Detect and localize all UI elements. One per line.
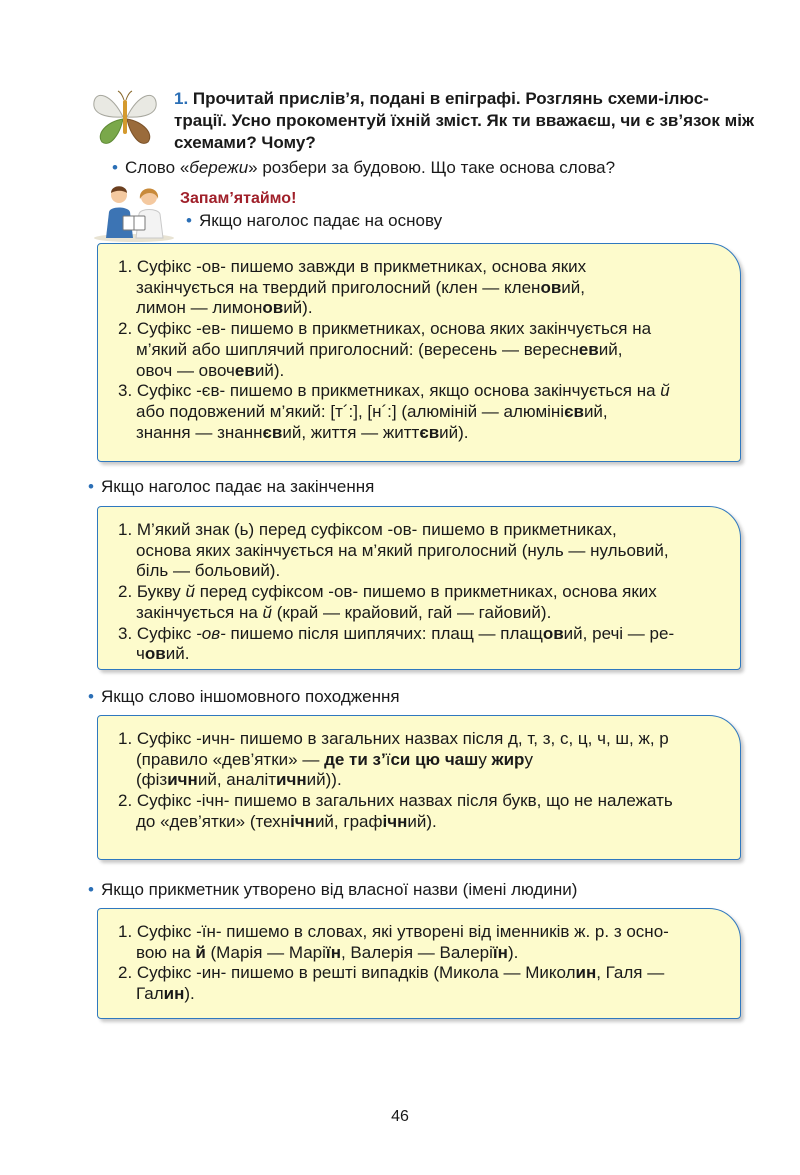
rule-item: 2. Букву й перед суфіксом -ов- пишемо в прикметниках, основа яких закінчується на й (край — крайовий, гай — гайовий).: [118, 582, 657, 622]
bullet-foreign-origin-text: Якщо слово іншомовного походження: [100, 687, 400, 706]
task-1: [174, 88, 754, 154]
children-reading-illustration: [92, 182, 176, 242]
rule-item: 3. Суфікс -ов- пишемо після шиплячих: плащ — плащовий, речі — ре- човий.: [118, 623, 675, 664]
rule-item: 1. Суфікс -ичн- пишемо в загальних назвах після д, т, з, с, ц, ч, ш, ж, р (правило «дев’ятки» — де ти з’їси цю чашу жиру (фізичний, аналітичний)).: [118, 729, 669, 790]
rule-item: 1. Суфікс -ов- пишемо завжди в прикметниках, основа яких закінчується на твердий приголосний (клен — кленовий, лимон — лимоновий).: [118, 257, 587, 318]
bullet-dot: •: [112, 158, 118, 177]
task-text: Прочитай прислів’я, подані в епіграфі. Розглянь схеми-ілюс- трації. Усно прокоментуй їхній зміст. Як ти вважаєш, чи є зв’язок між схемами? Чому?: [174, 89, 755, 152]
rule-item: 2. Суфікс -ин- пишемо в решті випадків (Микола — Миколин, Галя — Галин).: [118, 963, 665, 1004]
bullet-foreign-origin: [88, 686, 400, 708]
bullet-proper-name-text: Якщо прикметник утворено від власної назви (імені людини): [100, 880, 578, 899]
bullet-stress-base: [186, 210, 442, 232]
bullet-dot: •: [186, 211, 192, 230]
rule-box-stress-base: [97, 243, 741, 462]
rule-box-foreign-origin: [97, 715, 741, 860]
bullet-stress-ending: [88, 476, 374, 498]
rule-box-stress-ending: [97, 506, 741, 670]
bullet-dot: •: [88, 687, 94, 706]
rule-item: 2. Суфікс -ічн- пишемо в загальних назвах після букв, що не належать до «дев’ятки» (технічний, графічний).: [118, 791, 673, 831]
remember-title: Запам’ятаймо!: [180, 190, 297, 207]
bullet-proper-name: [88, 879, 577, 901]
butterfly-icon: [92, 88, 158, 146]
bullet-stress-ending-text: Якщо наголос падає на закінчення: [100, 477, 375, 496]
rule-item: 1. М’який знак (ь) перед суфіксом -ов- пишемо в прикметниках, основа яких закінчується на м’який приголосний (нуль — нульовий, біль — больовий).: [118, 520, 669, 581]
rule-item: 3. Суфікс -єв- пишемо в прикметниках, якщо основа закінчується на й або подовжений м’який: [т´:], [н´:] (алюміній — алюмінієвий, знання — знаннєвий, життя — життєвий).: [118, 381, 670, 442]
bullet-word-analysis-text: Слово «бережи» розбери за будовою. Що таке основа слова?: [124, 158, 616, 177]
rule-item: 2. Суфікс -ев- пишемо в прикметниках, основа яких закінчується на м’який або шиплячий приголосний: (вересень — вересневий, овоч — овочевий).: [118, 319, 652, 380]
rule-item: 1. Суфікс -їн- пишемо в словах, які утворені від іменників ж. р. з осно- вою на й (Марія — Маріїн, Валерія — Валеріїн).: [118, 922, 669, 962]
page-number: 46: [391, 1108, 409, 1125]
task-number: 1.: [174, 89, 189, 108]
bullet-stress-base-text: Якщо наголос падає на основу: [198, 211, 443, 230]
rule-box-proper-name: [97, 908, 741, 1019]
bullet-dot: •: [88, 477, 94, 496]
bullet-word-analysis: [112, 157, 615, 179]
bullet-dot: •: [88, 880, 94, 899]
